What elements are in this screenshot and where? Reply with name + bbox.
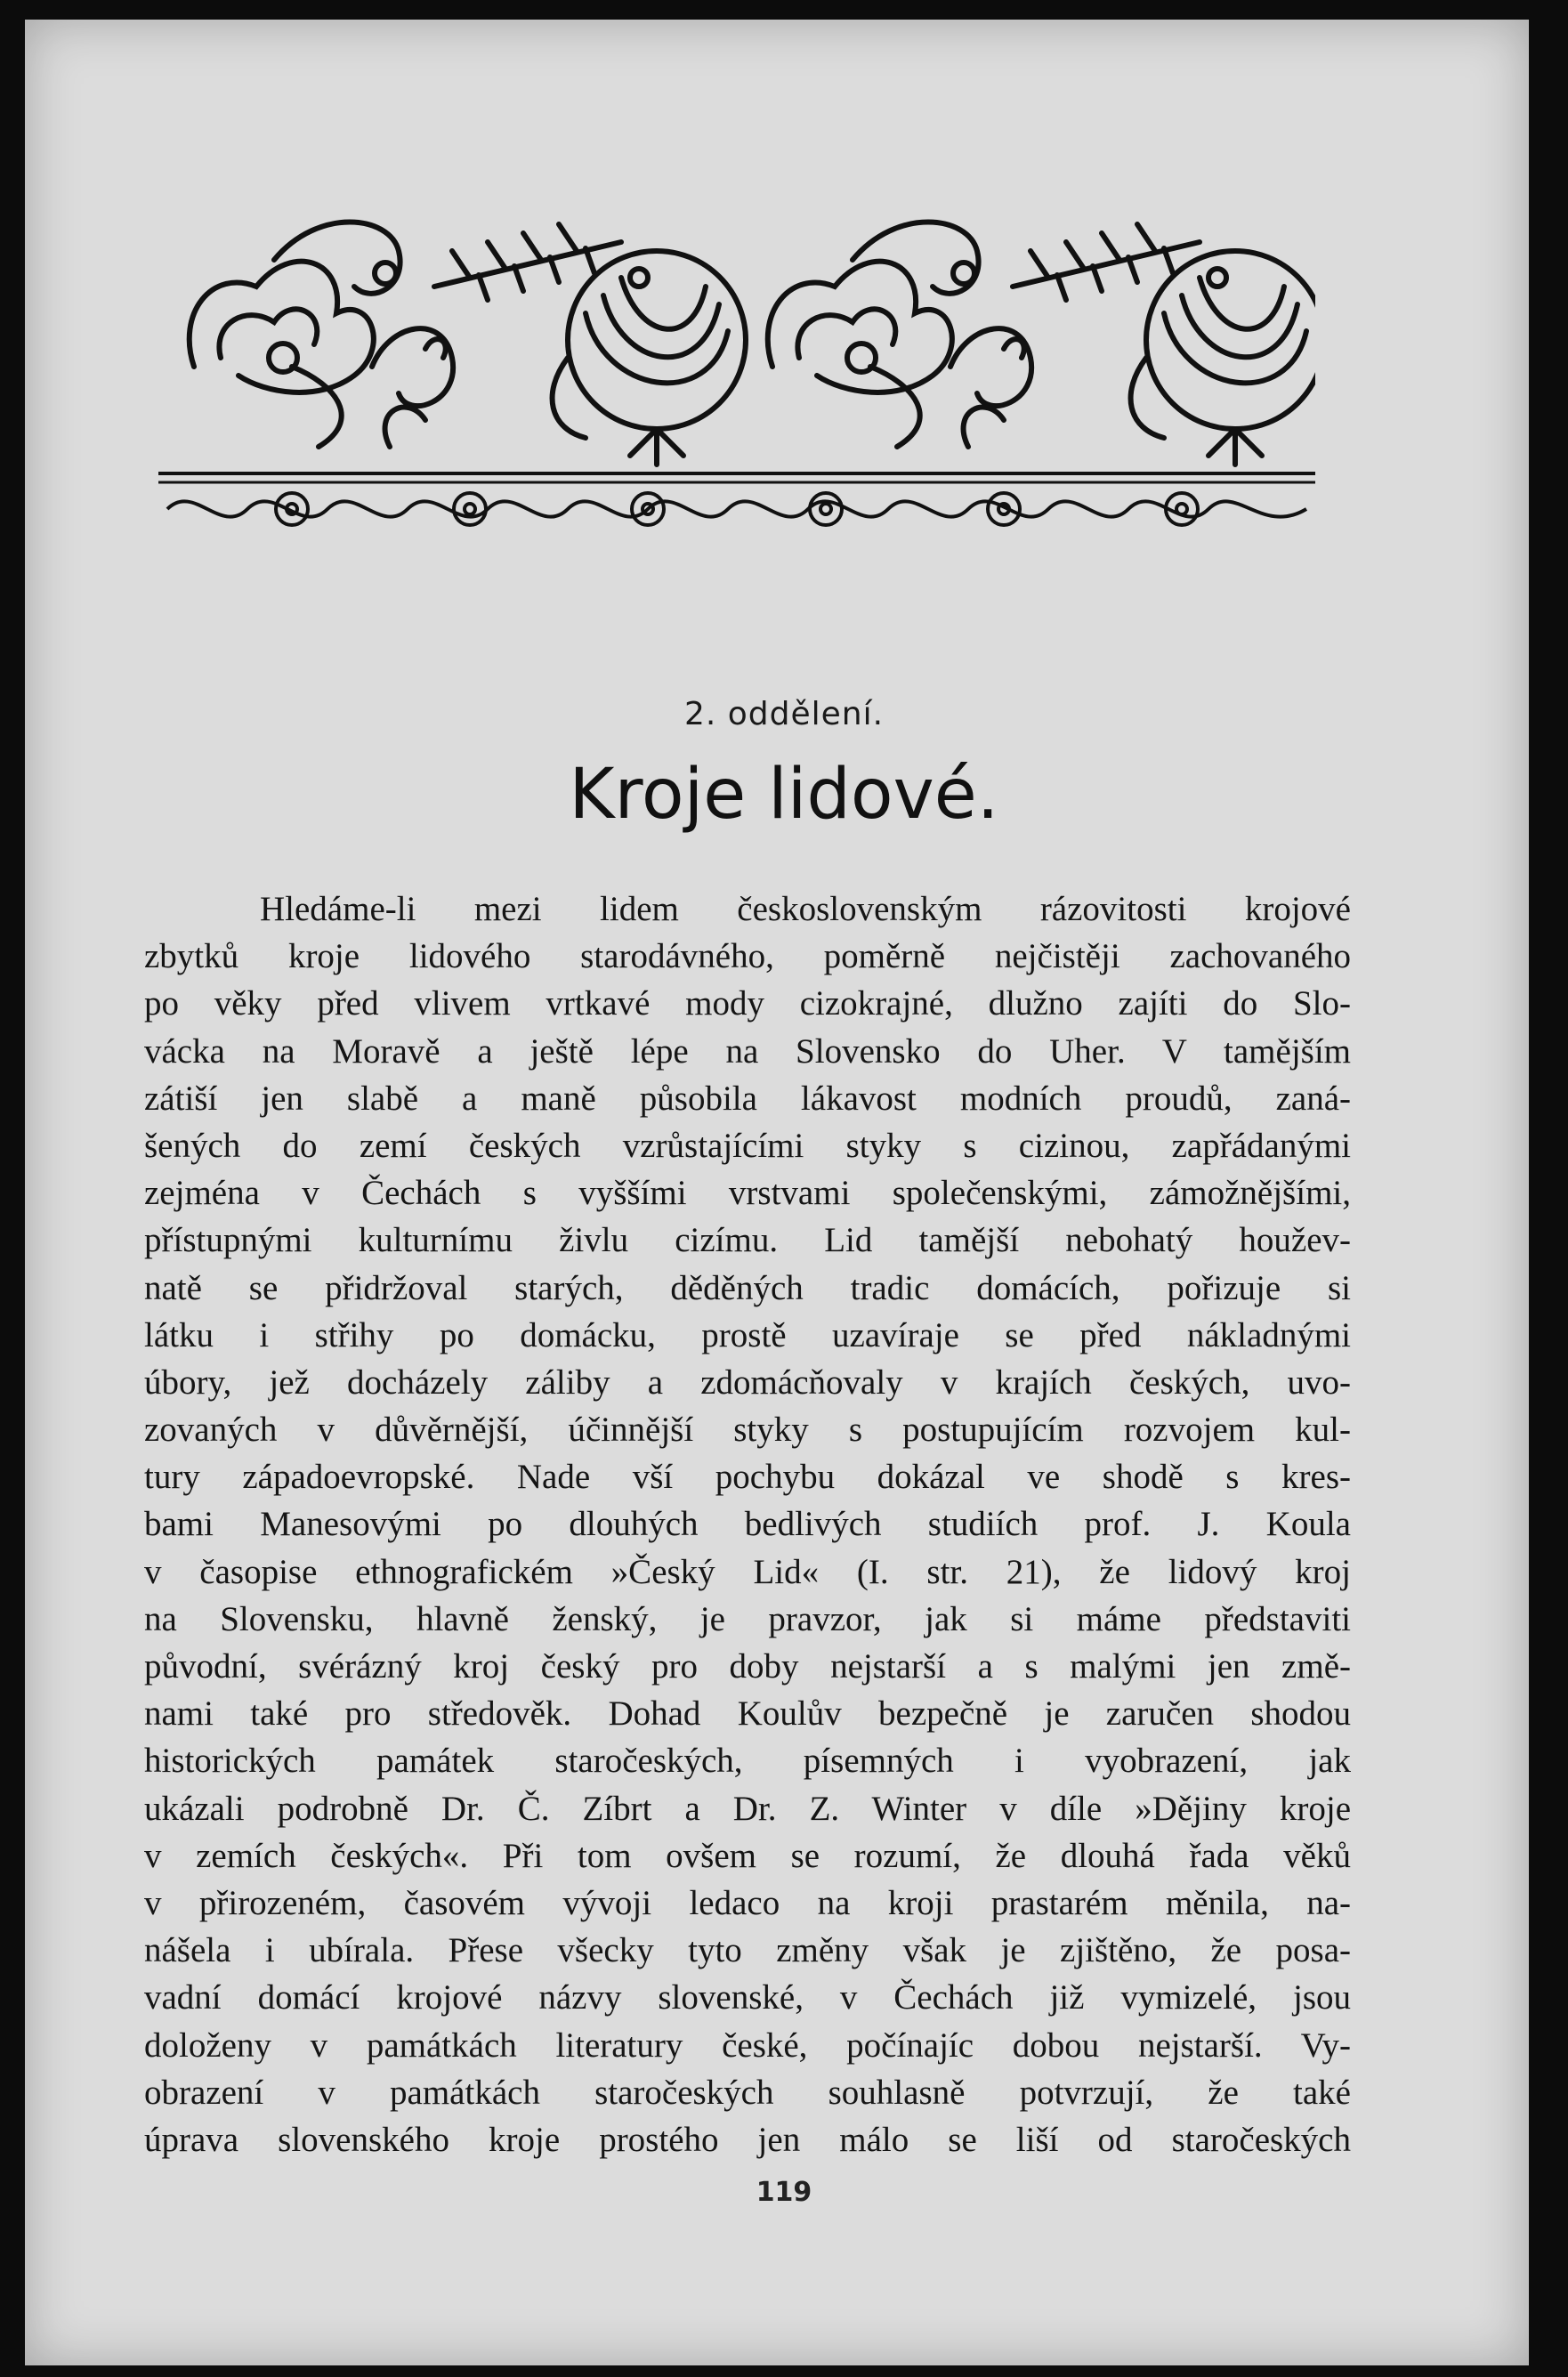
text-line: vadní domácí krojové názvy slovenské, v Čechách již vymizelé, jsou bbox=[144, 1978, 1351, 2017]
text-line: obrazení v památkách staročeských souhlasně potvrzují, že také bbox=[144, 2073, 1351, 2112]
text-line: v přirozeném, časovém vývoji ledaco na kroji prastarém měnila, na- bbox=[144, 1883, 1351, 1922]
text-line: látku i střihy po domácku, prostě uzavíraje se před nákladnými bbox=[144, 1315, 1351, 1354]
text-line: úprava slovenského kroje prostého jen málo se liší od staročeských bbox=[144, 2120, 1351, 2159]
text-line: doloženy v památkách literatury české, počínajíc dobou nejstarší. Vy- bbox=[144, 2025, 1351, 2065]
text-line: původní, svérázný kroj český pro doby nejstarší a s malými jen změ- bbox=[144, 1647, 1351, 1686]
text-line: ukázali podrobně Dr. Č. Zíbrt a Dr. Z. Winter v díle »Dějiny kroje bbox=[144, 1789, 1351, 1828]
text-line: po věky před vlivem vrtkavé mody cizokrajné, dlužno zajíti do Slo- bbox=[144, 984, 1351, 1023]
floral-border-ornament bbox=[158, 189, 1315, 527]
body-paragraph bbox=[144, 885, 1351, 2163]
text-line: na Slovensku, hlavně ženský, je pravzor, jak si máme představiti bbox=[144, 1599, 1351, 1638]
text-line: zovaných v důvěrnější, účinnější styky s postupujícím rozvojem kul- bbox=[144, 1411, 1351, 1450]
chapter-title: Kroje lidové. bbox=[569, 755, 999, 835]
text-line: šených do zemí českých vzrůstajícími styky s cizinou, zapřádanými bbox=[144, 1126, 1351, 1165]
text-line: v časopise ethnografickém »Český Lid« (I. str. 21), že lidový kroj bbox=[144, 1552, 1351, 1591]
text-line: vácka na Moravě a ještě lépe na Slovensko do Uher. V tamějším bbox=[144, 1031, 1351, 1071]
text-line: Hledáme-li mezi lidem československým rázovitosti krojové bbox=[260, 890, 1351, 928]
text-line: úbory, jež docházely záliby a zdomácňovaly v krajích českých, uvo- bbox=[144, 1362, 1351, 1402]
text-line: přístupnými kulturnímu živlu cizímu. Lid tamější nebohatý houžev- bbox=[144, 1221, 1351, 1260]
text-line: bami Manesovými po dlouhých bedlivých studiích prof. J. Koula bbox=[144, 1505, 1351, 1544]
text-line: nami také pro středověk. Dohad Koulův bezpečně je zaručen shodou bbox=[144, 1694, 1351, 1734]
text-line: v zemích českých«. Při tom ovšem se rozumí, že dlouhá řada věků bbox=[144, 1836, 1351, 1875]
text-line: historických památek staročeských, písemných i vyobrazení, jak bbox=[144, 1742, 1351, 1781]
text-line: zejména v Čechách s vyššími vrstvami společenskými, zámožnějšími, bbox=[144, 1174, 1351, 1213]
text-line: natě se přidržoval starých, děděných tradic domácích, pořizuje si bbox=[144, 1268, 1351, 1307]
text-line: zátiší jen slabě a maně působila lákavost modních proudů, zaná- bbox=[144, 1079, 1351, 1118]
section-heading: 2. oddělení. bbox=[683, 696, 885, 732]
page-number: 119 bbox=[756, 2177, 812, 2208]
text-line: zbytků kroje lidového starodávného, poměrně nejčistěji zachovaného bbox=[144, 937, 1351, 976]
text-line: tury západoevropské. Nade vší pochybu dokázal ve shodě s kres- bbox=[144, 1458, 1351, 1497]
text-line: nášela i ubírala. Přese všecky tyto změny však je zjištěno, že posa- bbox=[144, 1931, 1351, 1970]
